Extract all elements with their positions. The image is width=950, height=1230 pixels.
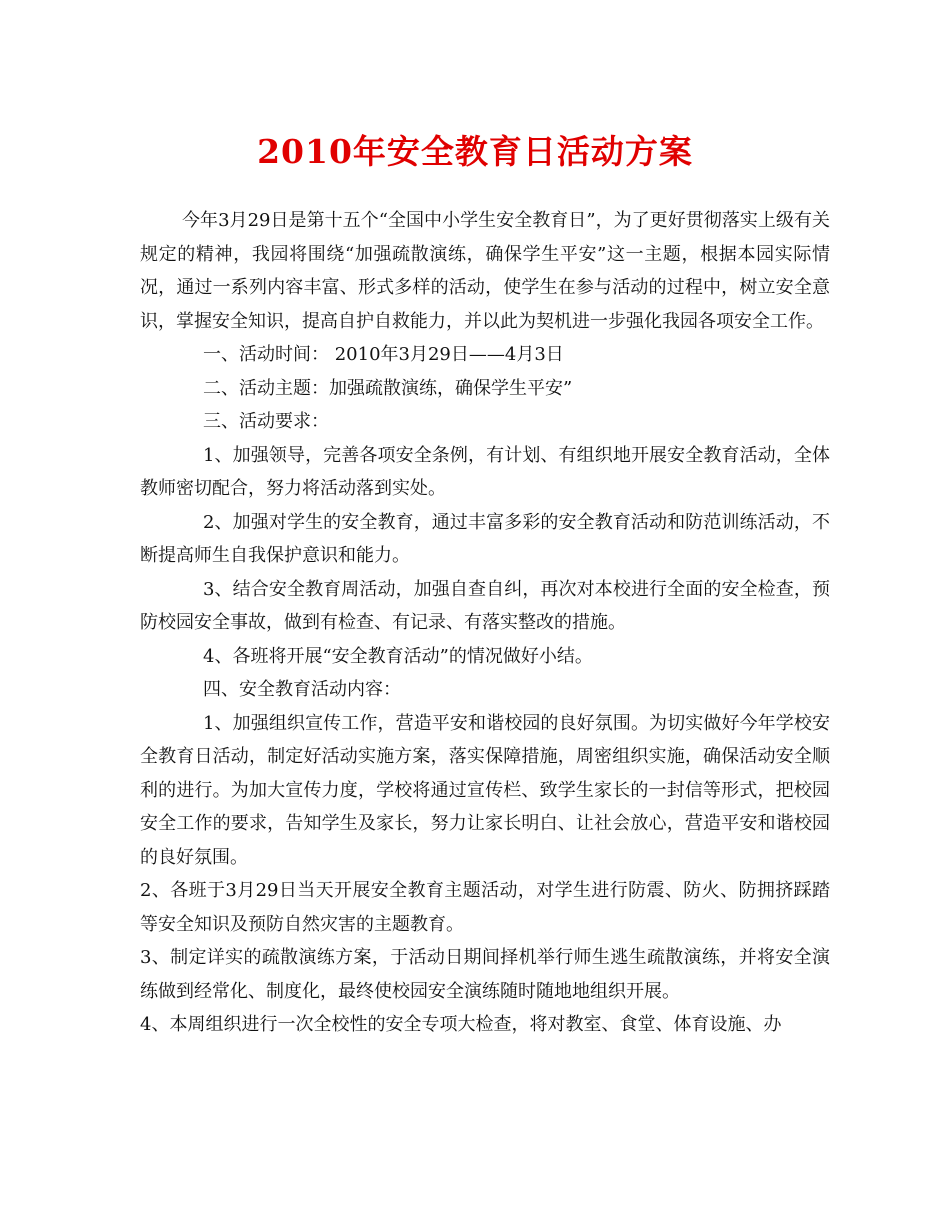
- paragraph-content-2: 2、各班于3月29日当天开展安全教育主题活动，对学生进行防震、防火、防拥挤踩踏等安全知识及预防自然灾害的主题教育。: [140, 880, 830, 935]
- paragraph-content-1: 1、加强组织宣传工作，营造平安和谐校园的良好氛围。为切实做好今年学校安全教育日活动，制定好活动实施方案，落实保障措施，周密组织实施，确保活动安全顺利的进行。为加大宣传力度，学校将通过宣传栏、致学生家长的一封信等形式，把校园安全工作的要求，告知学生及家长，努力让家长明白、让社会放心，营造平安和谐校园的良好氛围。: [140, 712, 830, 868]
- paragraph-content-heading: 四、安全教育活动内容：: [203, 679, 401, 700]
- document-title: 2010年安全教育日活动方案: [257, 132, 693, 171]
- paragraph-requirement-2: 2、加强对学生的安全教育，通过丰富多彩的安全教育活动和防范训练活动，不断提高师生自我保护意识和能力。: [140, 511, 830, 566]
- paragraph-requirement-1: 1、加强领导，完善各项安全条例，有计划、有组织地开展安全教育活动，全体教师密切配合，努力将活动落到实处。: [140, 444, 830, 499]
- paragraph-content-3: 3、制定详实的疏散演练方案，于活动日期间择机举行师生逃生疏散演练，并将安全演练做到经常化、制度化，最终使校园安全演练随时随地地组织开展。: [140, 947, 830, 1002]
- paragraph-requirements-heading: 三、活动要求：: [203, 411, 329, 432]
- paragraph-activity-theme: 二、活动主题：加强疏散演练，确保学生平安”: [203, 377, 573, 399]
- paragraph-requirement-4: 4、各班将开展“安全教育活动”的情况做好小结。: [203, 645, 593, 667]
- paragraph-activity-time: 一、活动时间： 2010年3月29日——4月3日: [203, 344, 564, 365]
- document-body: [140, 204, 830, 1042]
- paragraph-content-4: 4、本周组织进行一次全校性的安全专项大检查，将对教室、食堂、体育设施、办: [140, 1014, 782, 1035]
- paragraph-requirement-3: 3、结合安全教育周活动，加强自查自纠，再次对本校进行全面的安全检查，预防校园安全事故，做到有检查、有记录、有落实整改的措施。: [140, 578, 830, 633]
- paragraph-intro: 今年3月29日是第十五个“全国中小学生安全教育日”，为了更好贯彻落实上级有关规定的精神，我园将围绕“加强疏散演练，确保学生平安”这一主题，根据本园实际情况，通过一系列内容丰富、形式多样的活动，使学生在参与活动的过程中，树立安全意识，掌握安全知识，提高自护自救能力，并以此为契机进一步强化我园各项安全工作。: [140, 210, 830, 332]
